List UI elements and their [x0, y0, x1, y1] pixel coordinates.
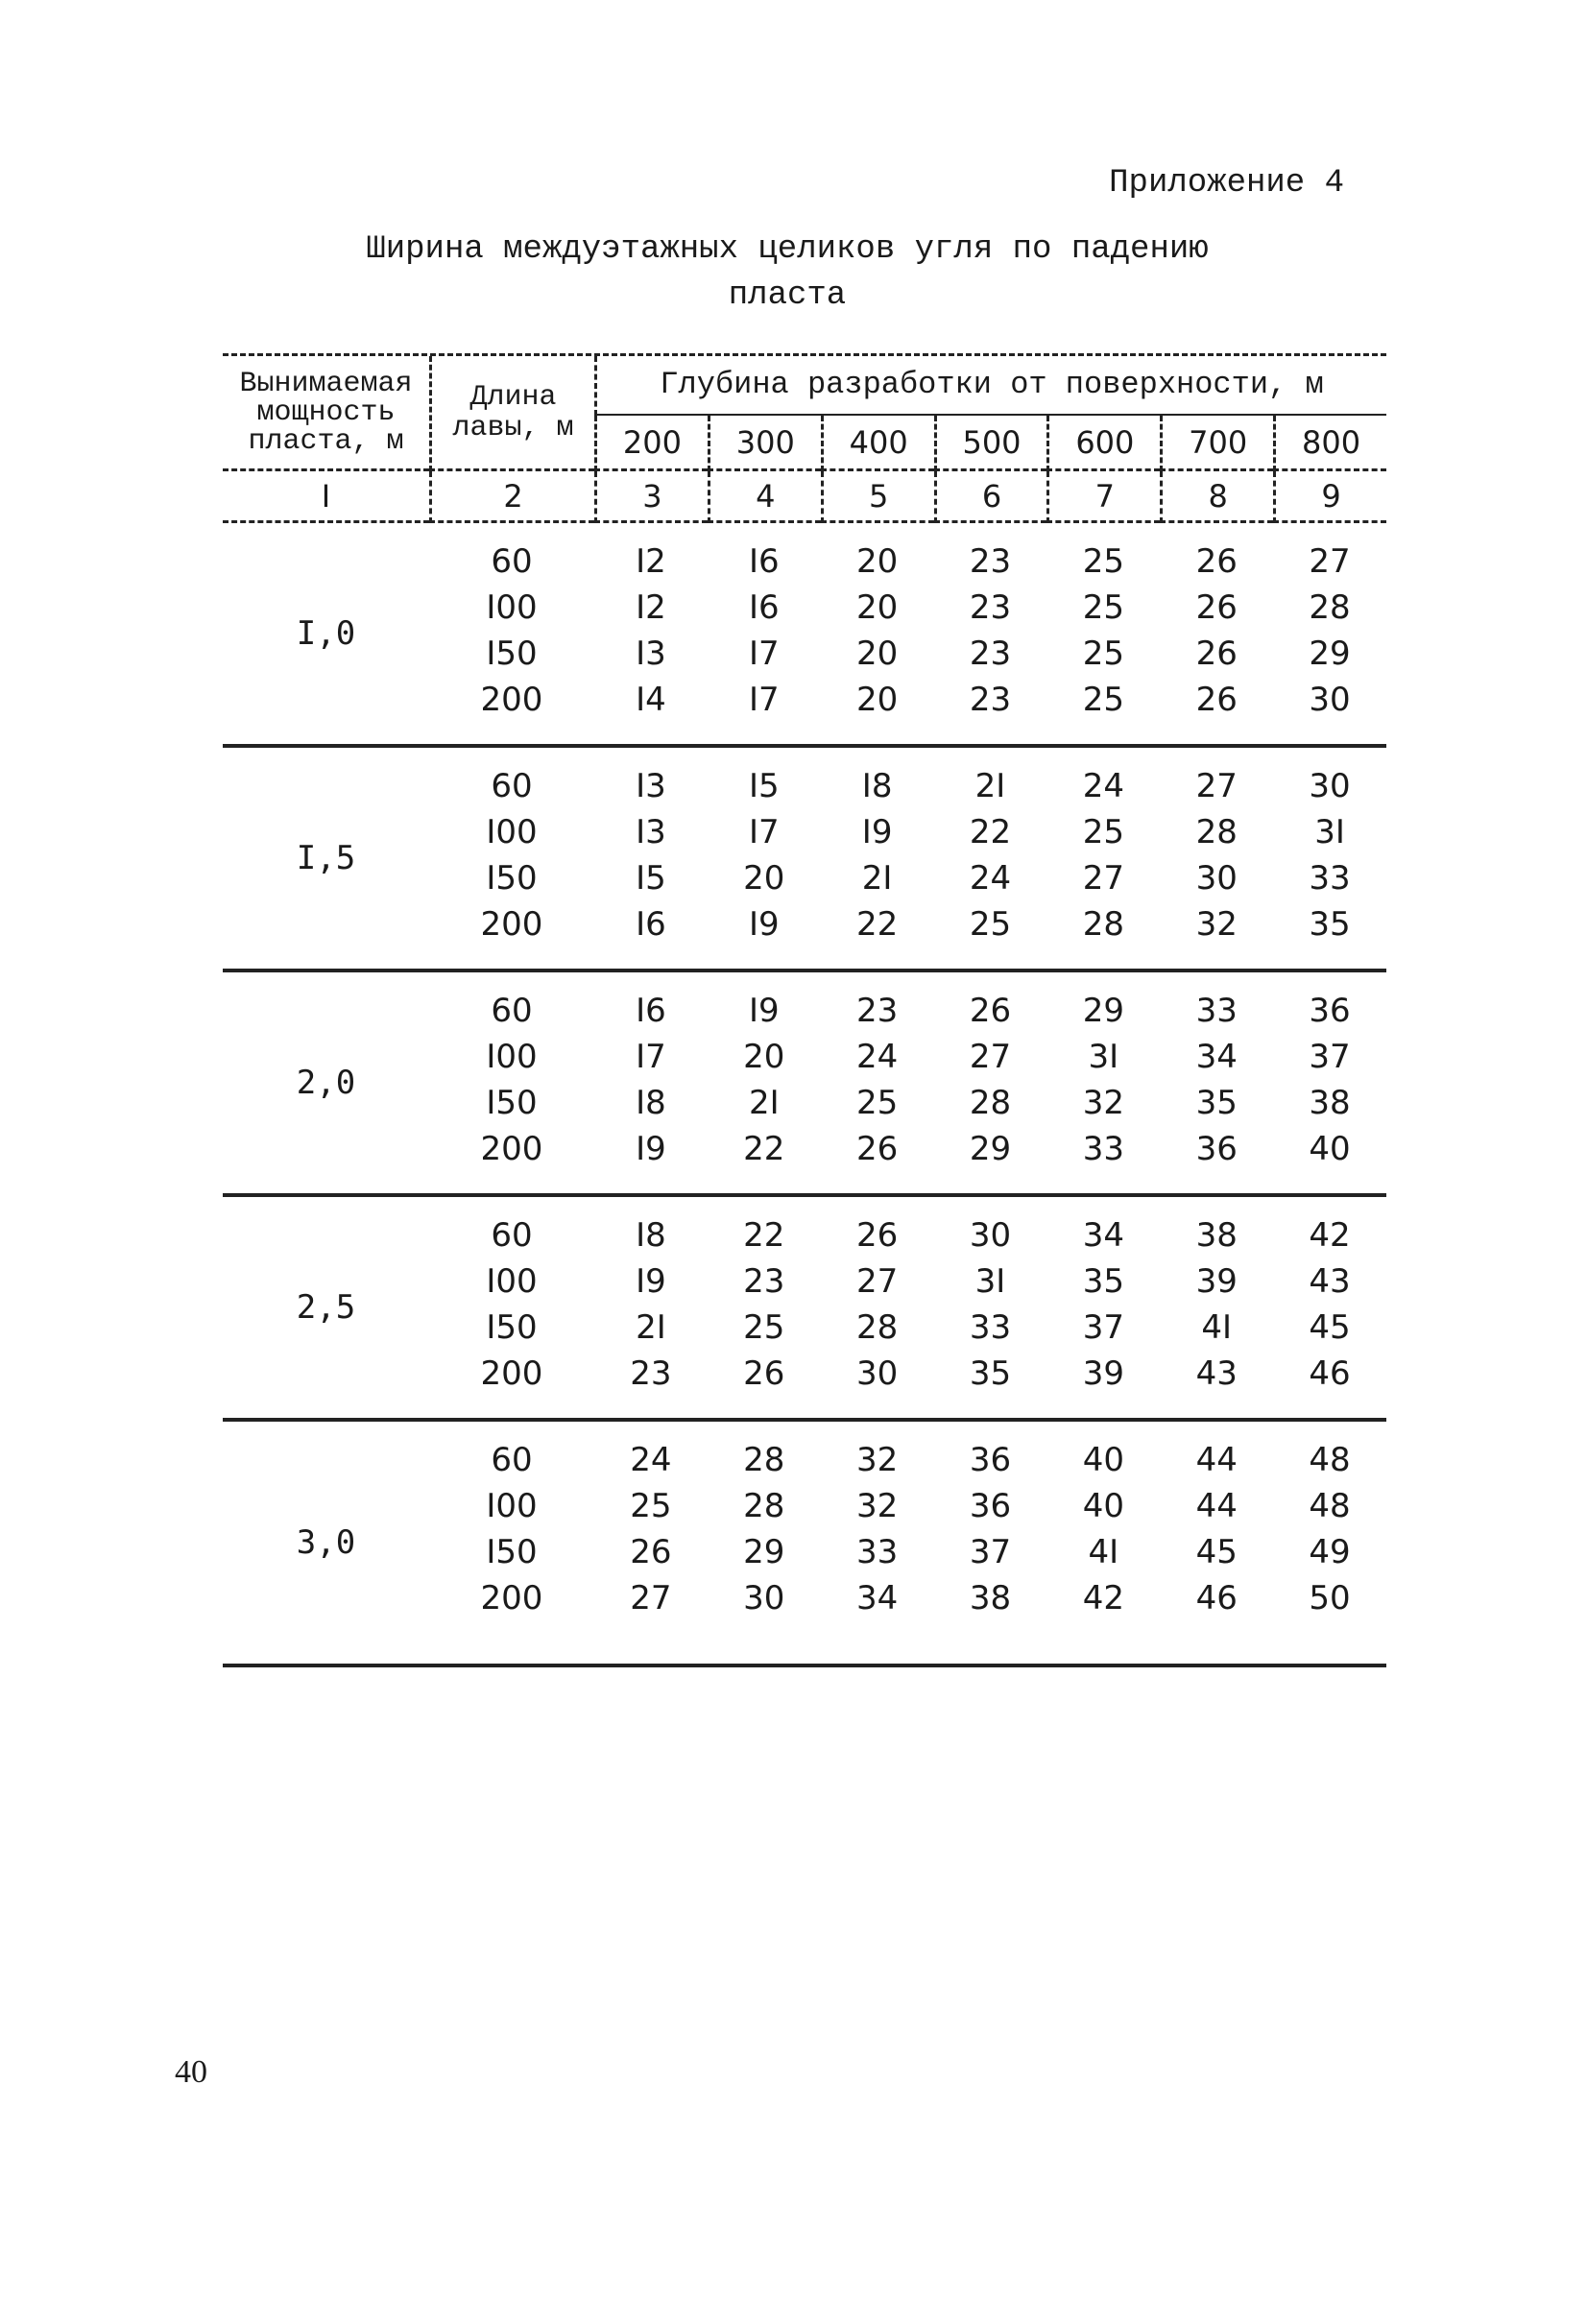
length-cell: I00	[486, 1262, 538, 1301]
length-cell: 60	[491, 1216, 533, 1255]
width-cell: 4I	[1088, 1533, 1119, 1571]
width-cell: I9	[636, 1130, 666, 1168]
width-cell: I8	[636, 1084, 666, 1122]
width-cell: 26	[1195, 542, 1238, 581]
column-header-thickness	[223, 356, 429, 471]
length-cell: I50	[486, 859, 538, 898]
depth-value: 300	[708, 416, 821, 471]
column-number: 4	[708, 471, 821, 523]
width-cell: I6	[748, 542, 780, 581]
thickness-header-line-1: Вынимаемая	[239, 367, 413, 400]
width-cell: I3	[636, 767, 666, 805]
width-cell: 23	[630, 1354, 672, 1393]
width-cell: 27	[1195, 767, 1238, 805]
width-cell: 4I	[1201, 1308, 1233, 1347]
width-cell: 43	[1195, 1354, 1238, 1393]
depth-value: 700	[1160, 416, 1273, 471]
width-cell: 27	[1309, 542, 1351, 581]
width-cell: 23	[969, 542, 1012, 581]
width-cell: 35	[969, 1354, 1012, 1393]
column-number: 3	[594, 471, 708, 523]
width-cell: 28	[1195, 813, 1238, 851]
width-cell: I3	[636, 635, 666, 673]
width-cell: 42	[1082, 1579, 1124, 1617]
width-cell: 20	[856, 681, 899, 719]
width-cell: 30	[1309, 767, 1351, 805]
width-cell: 35	[1082, 1262, 1124, 1301]
width-cell: 39	[1082, 1354, 1124, 1393]
width-cell: 28	[743, 1441, 785, 1479]
width-cell: 26	[1195, 681, 1238, 719]
column-number: 7	[1046, 471, 1160, 523]
width-cell: 29	[1082, 992, 1124, 1030]
width-cell: 2I	[748, 1084, 780, 1122]
width-cell: 3I	[1314, 813, 1345, 851]
width-cell: 48	[1309, 1441, 1351, 1479]
width-cell: 26	[969, 992, 1012, 1030]
column-header-length	[429, 356, 594, 471]
width-cell: 22	[856, 905, 899, 944]
width-cell: 34	[1082, 1216, 1124, 1255]
width-cell: 26	[856, 1216, 899, 1255]
width-cell: 44	[1195, 1441, 1238, 1479]
length-cell: 200	[480, 905, 543, 944]
column-number: 8	[1160, 471, 1273, 523]
width-cell: 29	[1309, 635, 1351, 673]
width-cell: 24	[969, 859, 1012, 898]
width-cell: I2	[636, 542, 666, 581]
thickness-value: 2,5	[296, 1288, 356, 1327]
width-cell: 27	[856, 1262, 899, 1301]
thickness-group	[223, 748, 1386, 972]
width-cell: 36	[969, 1441, 1012, 1479]
length-cell: I00	[486, 588, 538, 627]
thickness-group	[223, 523, 1386, 748]
width-cell: 45	[1309, 1308, 1351, 1347]
thickness-group	[223, 972, 1386, 1197]
width-cell: 23	[743, 1262, 785, 1301]
thickness-group	[223, 1422, 1386, 1667]
width-cell: 45	[1195, 1533, 1238, 1571]
table-body	[223, 523, 1386, 1667]
width-cell: 37	[1309, 1038, 1351, 1076]
width-cell: 33	[1082, 1130, 1124, 1168]
width-cell: 30	[1309, 681, 1351, 719]
width-cell: I5	[636, 859, 666, 898]
width-cell: 20	[856, 635, 899, 673]
length-cell: 60	[491, 767, 533, 805]
width-cell: I7	[748, 813, 780, 851]
width-cell: 28	[856, 1308, 899, 1347]
width-cell: 35	[1195, 1084, 1238, 1122]
width-cell: 26	[630, 1533, 672, 1571]
width-cell: 38	[969, 1579, 1012, 1617]
width-cell: 42	[1309, 1216, 1351, 1255]
width-cell: 26	[743, 1354, 785, 1393]
width-cell: 27	[969, 1038, 1012, 1076]
width-cell: 25	[743, 1308, 785, 1347]
width-cell: I9	[861, 813, 893, 851]
width-cell: 30	[969, 1216, 1012, 1255]
length-cell: I00	[486, 1038, 538, 1076]
width-cell: I9	[636, 1262, 666, 1301]
width-cell: I7	[636, 1038, 666, 1076]
width-cell: 26	[1195, 635, 1238, 673]
width-cell: 28	[969, 1084, 1012, 1122]
width-cell: 40	[1082, 1441, 1124, 1479]
width-cell: 46	[1309, 1354, 1351, 1393]
thickness-value: I,0	[296, 614, 356, 653]
width-cell: 43	[1309, 1262, 1351, 1301]
width-cell: 24	[630, 1441, 672, 1479]
width-cell: 20	[743, 859, 785, 898]
width-cell: 25	[1082, 813, 1124, 851]
width-cell: 25	[1082, 635, 1124, 673]
length-cell: 200	[480, 681, 543, 719]
width-cell: I3	[636, 813, 666, 851]
width-cell: 30	[743, 1579, 785, 1617]
width-cell: 23	[856, 992, 899, 1030]
width-cell: I2	[636, 588, 666, 627]
width-cell: 26	[1195, 588, 1238, 627]
width-cell: 20	[856, 588, 899, 627]
width-cell: 20	[743, 1038, 785, 1076]
thickness-header-line-3: пласта, м	[248, 424, 404, 458]
page-number: 40	[175, 2054, 207, 2090]
column-number: 2	[429, 471, 594, 523]
width-cell: 28	[743, 1487, 785, 1525]
title-line-1: Ширина междуэтажных целиков угля по падению	[366, 231, 1209, 268]
table-title	[192, 227, 1383, 319]
length-cell: 200	[480, 1354, 543, 1393]
width-cell: 24	[856, 1038, 899, 1076]
width-cell: 22	[969, 813, 1012, 851]
width-cell: 38	[1195, 1216, 1238, 1255]
width-cell: I9	[748, 905, 780, 944]
width-cell: I5	[748, 767, 780, 805]
width-cell: 48	[1309, 1487, 1351, 1525]
width-cell: 32	[1195, 905, 1238, 944]
width-cell: 29	[743, 1533, 785, 1571]
width-cell: I4	[636, 681, 666, 719]
width-cell: I9	[748, 992, 780, 1030]
width-cell: 34	[856, 1579, 899, 1617]
width-cell: 28	[1082, 905, 1124, 944]
column-header-depth: Глубина разработки от поверхности, м	[594, 356, 1386, 416]
appendix-label: Приложение 4	[1109, 165, 1344, 202]
width-cell: 22	[743, 1130, 785, 1168]
width-cell: 29	[969, 1130, 1012, 1168]
length-cell: I50	[486, 1533, 538, 1571]
width-cell: 20	[856, 542, 899, 581]
width-cell: 40	[1309, 1130, 1351, 1168]
length-cell: 200	[480, 1130, 543, 1168]
length-cell: 200	[480, 1579, 543, 1617]
width-cell: 23	[969, 681, 1012, 719]
length-cell: 60	[491, 992, 533, 1030]
column-number: 6	[934, 471, 1047, 523]
width-cell: 32	[856, 1487, 899, 1525]
width-cell: 36	[1309, 992, 1351, 1030]
length-cell: I00	[486, 813, 538, 851]
depth-value: 800	[1273, 416, 1386, 471]
width-cell: 28	[1309, 588, 1351, 627]
width-cell: 38	[1309, 1084, 1351, 1122]
width-cell: 44	[1195, 1487, 1238, 1525]
width-cell: 25	[1082, 542, 1124, 581]
depth-value: 400	[821, 416, 934, 471]
width-cell: 50	[1309, 1579, 1351, 1617]
thickness-value: 2,0	[296, 1064, 356, 1102]
width-cell: 25	[630, 1487, 672, 1525]
width-cell: 37	[1082, 1308, 1124, 1347]
width-cell: 25	[856, 1084, 899, 1122]
width-cell: I6	[636, 905, 666, 944]
thickness-header-line-2: мощность	[256, 395, 396, 429]
width-cell: 35	[1309, 905, 1351, 944]
thickness-group	[223, 1197, 1386, 1422]
width-cell: 46	[1195, 1579, 1238, 1617]
width-cell: 25	[1082, 588, 1124, 627]
width-cell: 25	[969, 905, 1012, 944]
width-cell: 24	[1082, 767, 1124, 805]
width-cell: 32	[1082, 1084, 1124, 1122]
column-number: I	[223, 471, 429, 523]
width-cell: 2I	[861, 859, 893, 898]
width-cell: I8	[861, 767, 893, 805]
width-cell: 36	[969, 1487, 1012, 1525]
width-cell: 33	[1309, 859, 1351, 898]
width-cell: 34	[1195, 1038, 1238, 1076]
thickness-value: I,5	[296, 839, 356, 877]
title-line-2: пласта	[728, 277, 847, 314]
width-cell: 40	[1082, 1487, 1124, 1525]
length-cell: I50	[486, 1308, 538, 1347]
pillar-width-table	[223, 353, 1386, 1667]
length-header-line-1: Длина	[469, 380, 557, 414]
width-cell: 30	[1195, 859, 1238, 898]
thickness-value: 3,0	[296, 1523, 356, 1562]
width-cell: 25	[1082, 681, 1124, 719]
width-cell: 23	[969, 635, 1012, 673]
width-cell: 33	[969, 1308, 1012, 1347]
length-cell: 60	[491, 542, 533, 581]
width-cell: I7	[748, 681, 780, 719]
width-cell: 37	[969, 1533, 1012, 1571]
width-cell: 2I	[636, 1308, 666, 1347]
width-cell: 30	[856, 1354, 899, 1393]
width-cell: 26	[856, 1130, 899, 1168]
width-cell: I6	[748, 588, 780, 627]
length-cell: I00	[486, 1487, 538, 1525]
width-cell: 27	[1082, 859, 1124, 898]
width-cell: I6	[636, 992, 666, 1030]
width-cell: 3I	[1088, 1038, 1119, 1076]
table-header	[223, 356, 1386, 523]
depth-value: 600	[1046, 416, 1160, 471]
width-cell: 27	[630, 1579, 672, 1617]
length-cell: I50	[486, 635, 538, 673]
depth-value: 200	[594, 416, 708, 471]
width-cell: 3I	[974, 1262, 1006, 1301]
column-number: 9	[1273, 471, 1386, 523]
width-cell: 32	[856, 1441, 899, 1479]
width-cell: I7	[748, 635, 780, 673]
width-cell: 2I	[974, 767, 1006, 805]
length-cell: I50	[486, 1084, 538, 1122]
column-number: 5	[821, 471, 934, 523]
depth-value: 500	[934, 416, 1047, 471]
width-cell: 33	[856, 1533, 899, 1571]
width-cell: 39	[1195, 1262, 1238, 1301]
width-cell: 33	[1195, 992, 1238, 1030]
length-header-line-2: лавы, м	[452, 411, 574, 444]
length-cell: 60	[491, 1441, 533, 1479]
width-cell: 49	[1309, 1533, 1351, 1571]
width-cell: 22	[743, 1216, 785, 1255]
width-cell: I8	[636, 1216, 666, 1255]
width-cell: 23	[969, 588, 1012, 627]
width-cell: 36	[1195, 1130, 1238, 1168]
